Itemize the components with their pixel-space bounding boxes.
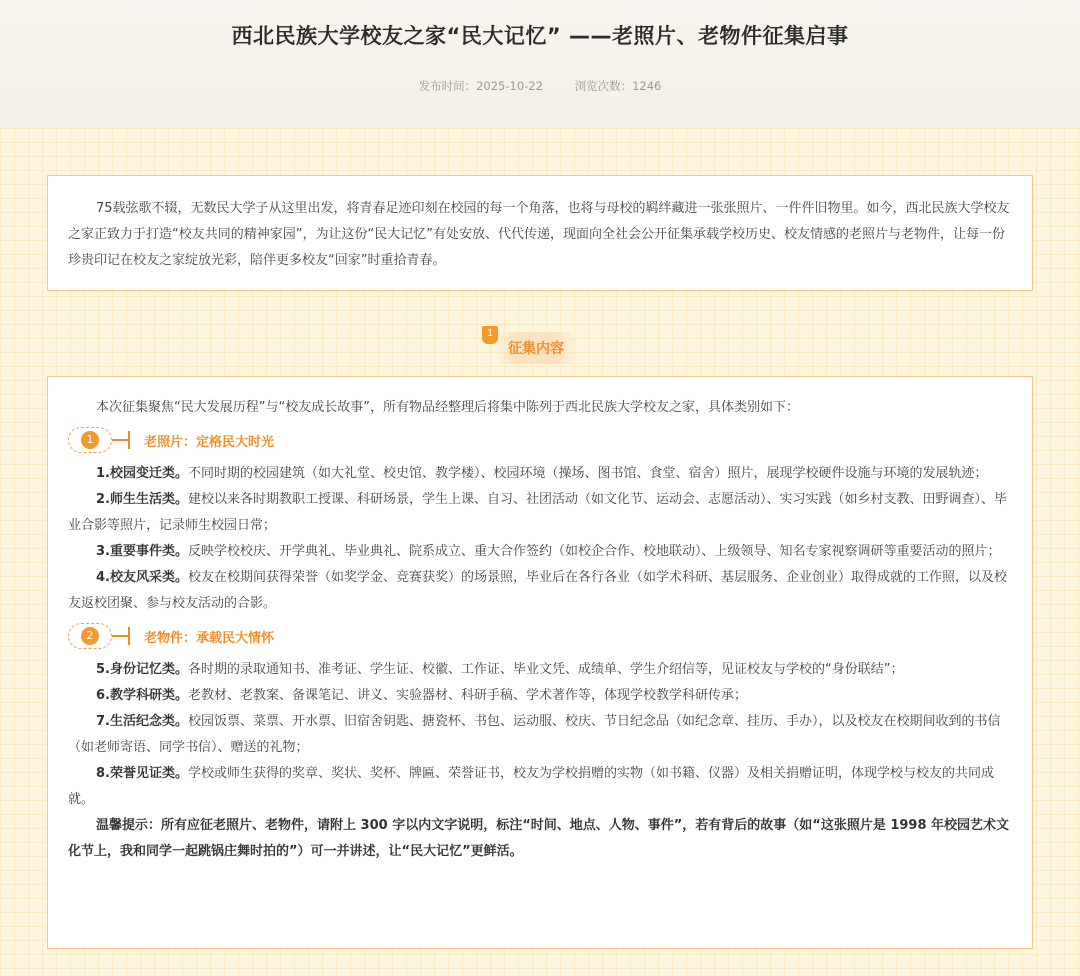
group-title: 老照片：定格民大时光 <box>144 435 275 450</box>
list-item <box>68 461 1014 487</box>
item-body: 建校以来各时期教职工授课、科研场景，学生上课、自习、社团活动（如文化节、运动会、志愿活动）、实习实践（如乡村支教、田野调查）、毕业合影等照片，记录师生校园日常； <box>68 492 1007 533</box>
item-body: 学校或师生获得的奖章、奖状、奖杯、牌匾、荣誉证书，校友为学校捐赠的实物（如书籍、仪器）及相关捐赠证明，体现学校与校友的共同成就。 <box>68 766 994 807</box>
intro-box <box>47 175 1033 291</box>
item-body: 校园饭票、菜票、开水票、旧宿舍钥匙、搪瓷杯、书包、运动服、校庆、节日纪念品（如纪念章、挂历、手办），以及校友在校期间收到的书信（如老师寄语、同学书信）、赠送的礼物； <box>68 714 1001 755</box>
section-heading <box>480 324 600 368</box>
item-head: 4.校友风采类。 <box>96 570 188 585</box>
list-item <box>68 539 1014 565</box>
list-item <box>68 565 1014 617</box>
item-body: 不同时期的校园建筑（如大礼堂、校史馆、教学楼）、校园环境（操场、图书馆、食堂、宿舍）照片，展现学校硬件设施与环境的发展轨迹； <box>187 466 988 481</box>
group-number-badge <box>68 623 112 649</box>
page-header <box>0 0 1080 128</box>
page-title: 西北民族大学校友之家“民大记忆” ——老照片、老物件征集启事 <box>231 24 849 48</box>
item-body: 校友在校期间获得荣誉（如奖学金、竞赛获奖）的场景照，毕业后在各行各业（如学术科研、基层服务、企业创业）取得成就的工作照，以及校友返校团聚、参与校友活动的合影。 <box>68 570 1007 611</box>
connector-line <box>112 439 128 441</box>
item-head: 1.校园变迁类。 <box>96 466 188 481</box>
item-head: 2.师生生活类。 <box>96 492 188 507</box>
connector-line <box>112 635 128 637</box>
group-number: 1 <box>81 431 99 449</box>
view-count: 浏览次数：1246 <box>574 79 662 93</box>
list-item <box>68 709 1014 761</box>
item-head: 6.教学科研类。 <box>96 688 188 703</box>
item-body: 老教材、老教案、备课笔记、讲义、实验器材、科研手稿、学术著作等，体现学校教学科研传承； <box>187 688 747 703</box>
group-heading-objects <box>68 621 1014 651</box>
item-body: 反映学校校庆、开学典礼、毕业典礼、院系成立、重大合作签约（如校企合作、校地联动）、上级领导、知名专家视察调研等重要活动的照片； <box>187 544 1001 559</box>
content-box <box>47 376 1033 949</box>
item-head: 8.荣誉见证类。 <box>96 766 188 781</box>
article-meta <box>0 78 1080 94</box>
group-number-badge <box>68 427 112 453</box>
group-title: 老物件：承载民大情怀 <box>144 631 275 646</box>
lead-text: 本次征集聚焦“民大发展历程”与“校友成长故事”，所有物品经整理后将集中陈列于西北民族大学校友之家，具体类别如下： <box>96 400 799 415</box>
group-number: 2 <box>81 627 99 645</box>
list-item <box>68 683 1014 709</box>
group-heading-photos <box>68 425 1014 455</box>
section-number-tag: 1 <box>482 326 498 344</box>
divider-bar <box>128 627 130 645</box>
item-head: 5.身份记忆类。 <box>96 662 188 677</box>
item-head: 3.重要事件类。 <box>96 544 188 559</box>
publish-time: 发布时间：2025-10-22 <box>418 79 543 93</box>
list-item <box>68 761 1014 813</box>
list-item <box>68 487 1014 539</box>
section-title: 征集内容 <box>494 332 578 364</box>
list-item <box>68 657 1014 683</box>
item-head: 7.生活纪念类。 <box>96 714 188 729</box>
tip-text: 温馨提示：所有应征老照片、老物件，请附上 300 字以内文字说明，标注“时间、地点、人物、事件”，若有背后的故事（如“这张照片是 1998 年校园艺术文化节上，我和同学一起跳锅庄舞时拍的”）可一并讲述，让“民大记忆”更鲜活。 <box>68 818 1010 859</box>
item-body: 各时期的录取通知书、准考证、学生证、校徽、工作证、毕业文凭、成绩单、学生介绍信等，见证校友与学校的“身份联结”； <box>187 662 904 677</box>
intro-text: 75载弦歌不辍，无数民大学子从这里出发，将青春足迹印刻在校园的每一个角落，也将与母校的羁绊藏进一张张照片、一件件旧物里。如今，西北民族大学校友之家正致力于打造“校友共同的精神家园”，为让这份“民大记忆”有处安放、代代传递，现面向全社会公开征集承载学校历史、校友情感的老照片与老物件，让每一份珍贵印记在校友之家绽放光彩，陪伴更多校友“回家”时重拾青春。 <box>68 201 1010 268</box>
divider-bar <box>128 431 130 449</box>
